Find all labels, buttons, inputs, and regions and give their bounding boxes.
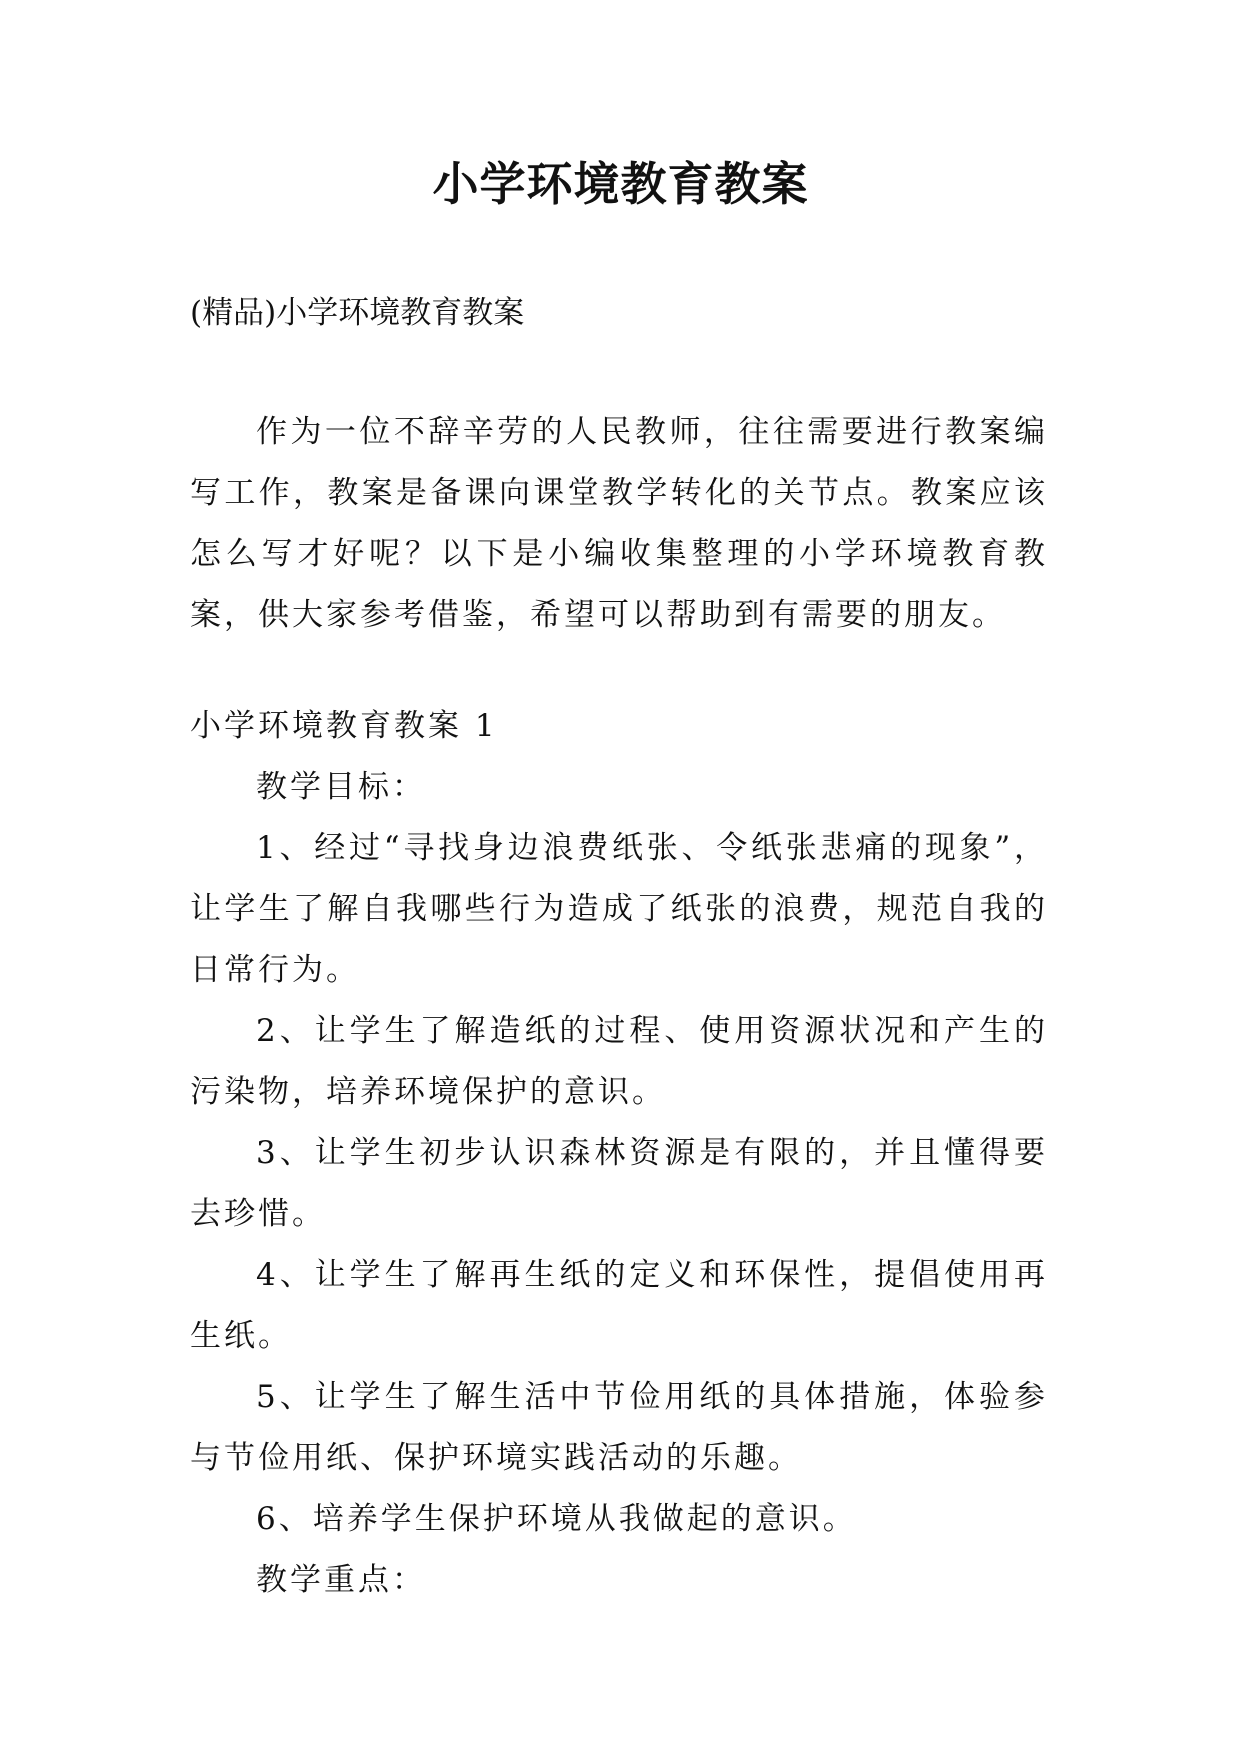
key-points-label: 教学重点： xyxy=(256,1562,426,1598)
section-heading: 小学环境教育教案 1 xyxy=(190,708,498,744)
objective-item-5: 5、让学生了解生活中节俭用纸的具体措施，体验参与节俭用纸、保护环境实践活动的乐趣。 xyxy=(190,1379,1048,1476)
objective-item-2: 2、让学生了解造纸的过程、使用资源状况和产生的污染物，培养环境保护的意识。 xyxy=(190,1013,1048,1110)
intro-paragraph: 作为一位不辞辛劳的人民教师，往往需要进行教案编写工作，教案是备课向课堂教学转化的关节点。教案应该怎么写才好呢？以下是小编收集整理的小学环境教育教案，供大家参考借鉴，希望可以帮助到有需要的朋友。 xyxy=(190,414,1048,633)
objective-item-6: 6、培养学生保护环境从我做起的意识。 xyxy=(256,1501,857,1537)
objective-item-1: 1、经过“寻找身边浪费纸张、令纸张悲痛的现象”，让学生了解自我哪些行为造成了纸张的浪费，规范自我的日常行为。 xyxy=(190,830,1048,988)
document-subtitle: (精品)小学环境教育教案 xyxy=(190,295,525,331)
lesson-plan-section xyxy=(190,696,1048,1611)
objective-item-3: 3、让学生初步认识森林资源是有限的，并且懂得要去珍惜。 xyxy=(190,1135,1048,1232)
objectives-label: 教学目标： xyxy=(256,769,426,805)
intro-block xyxy=(190,402,1048,646)
document-title: 小学环境教育教案 xyxy=(432,157,809,211)
objective-item-4: 4、让学生了解再生纸的定义和环保性，提倡使用再生纸。 xyxy=(190,1257,1048,1354)
